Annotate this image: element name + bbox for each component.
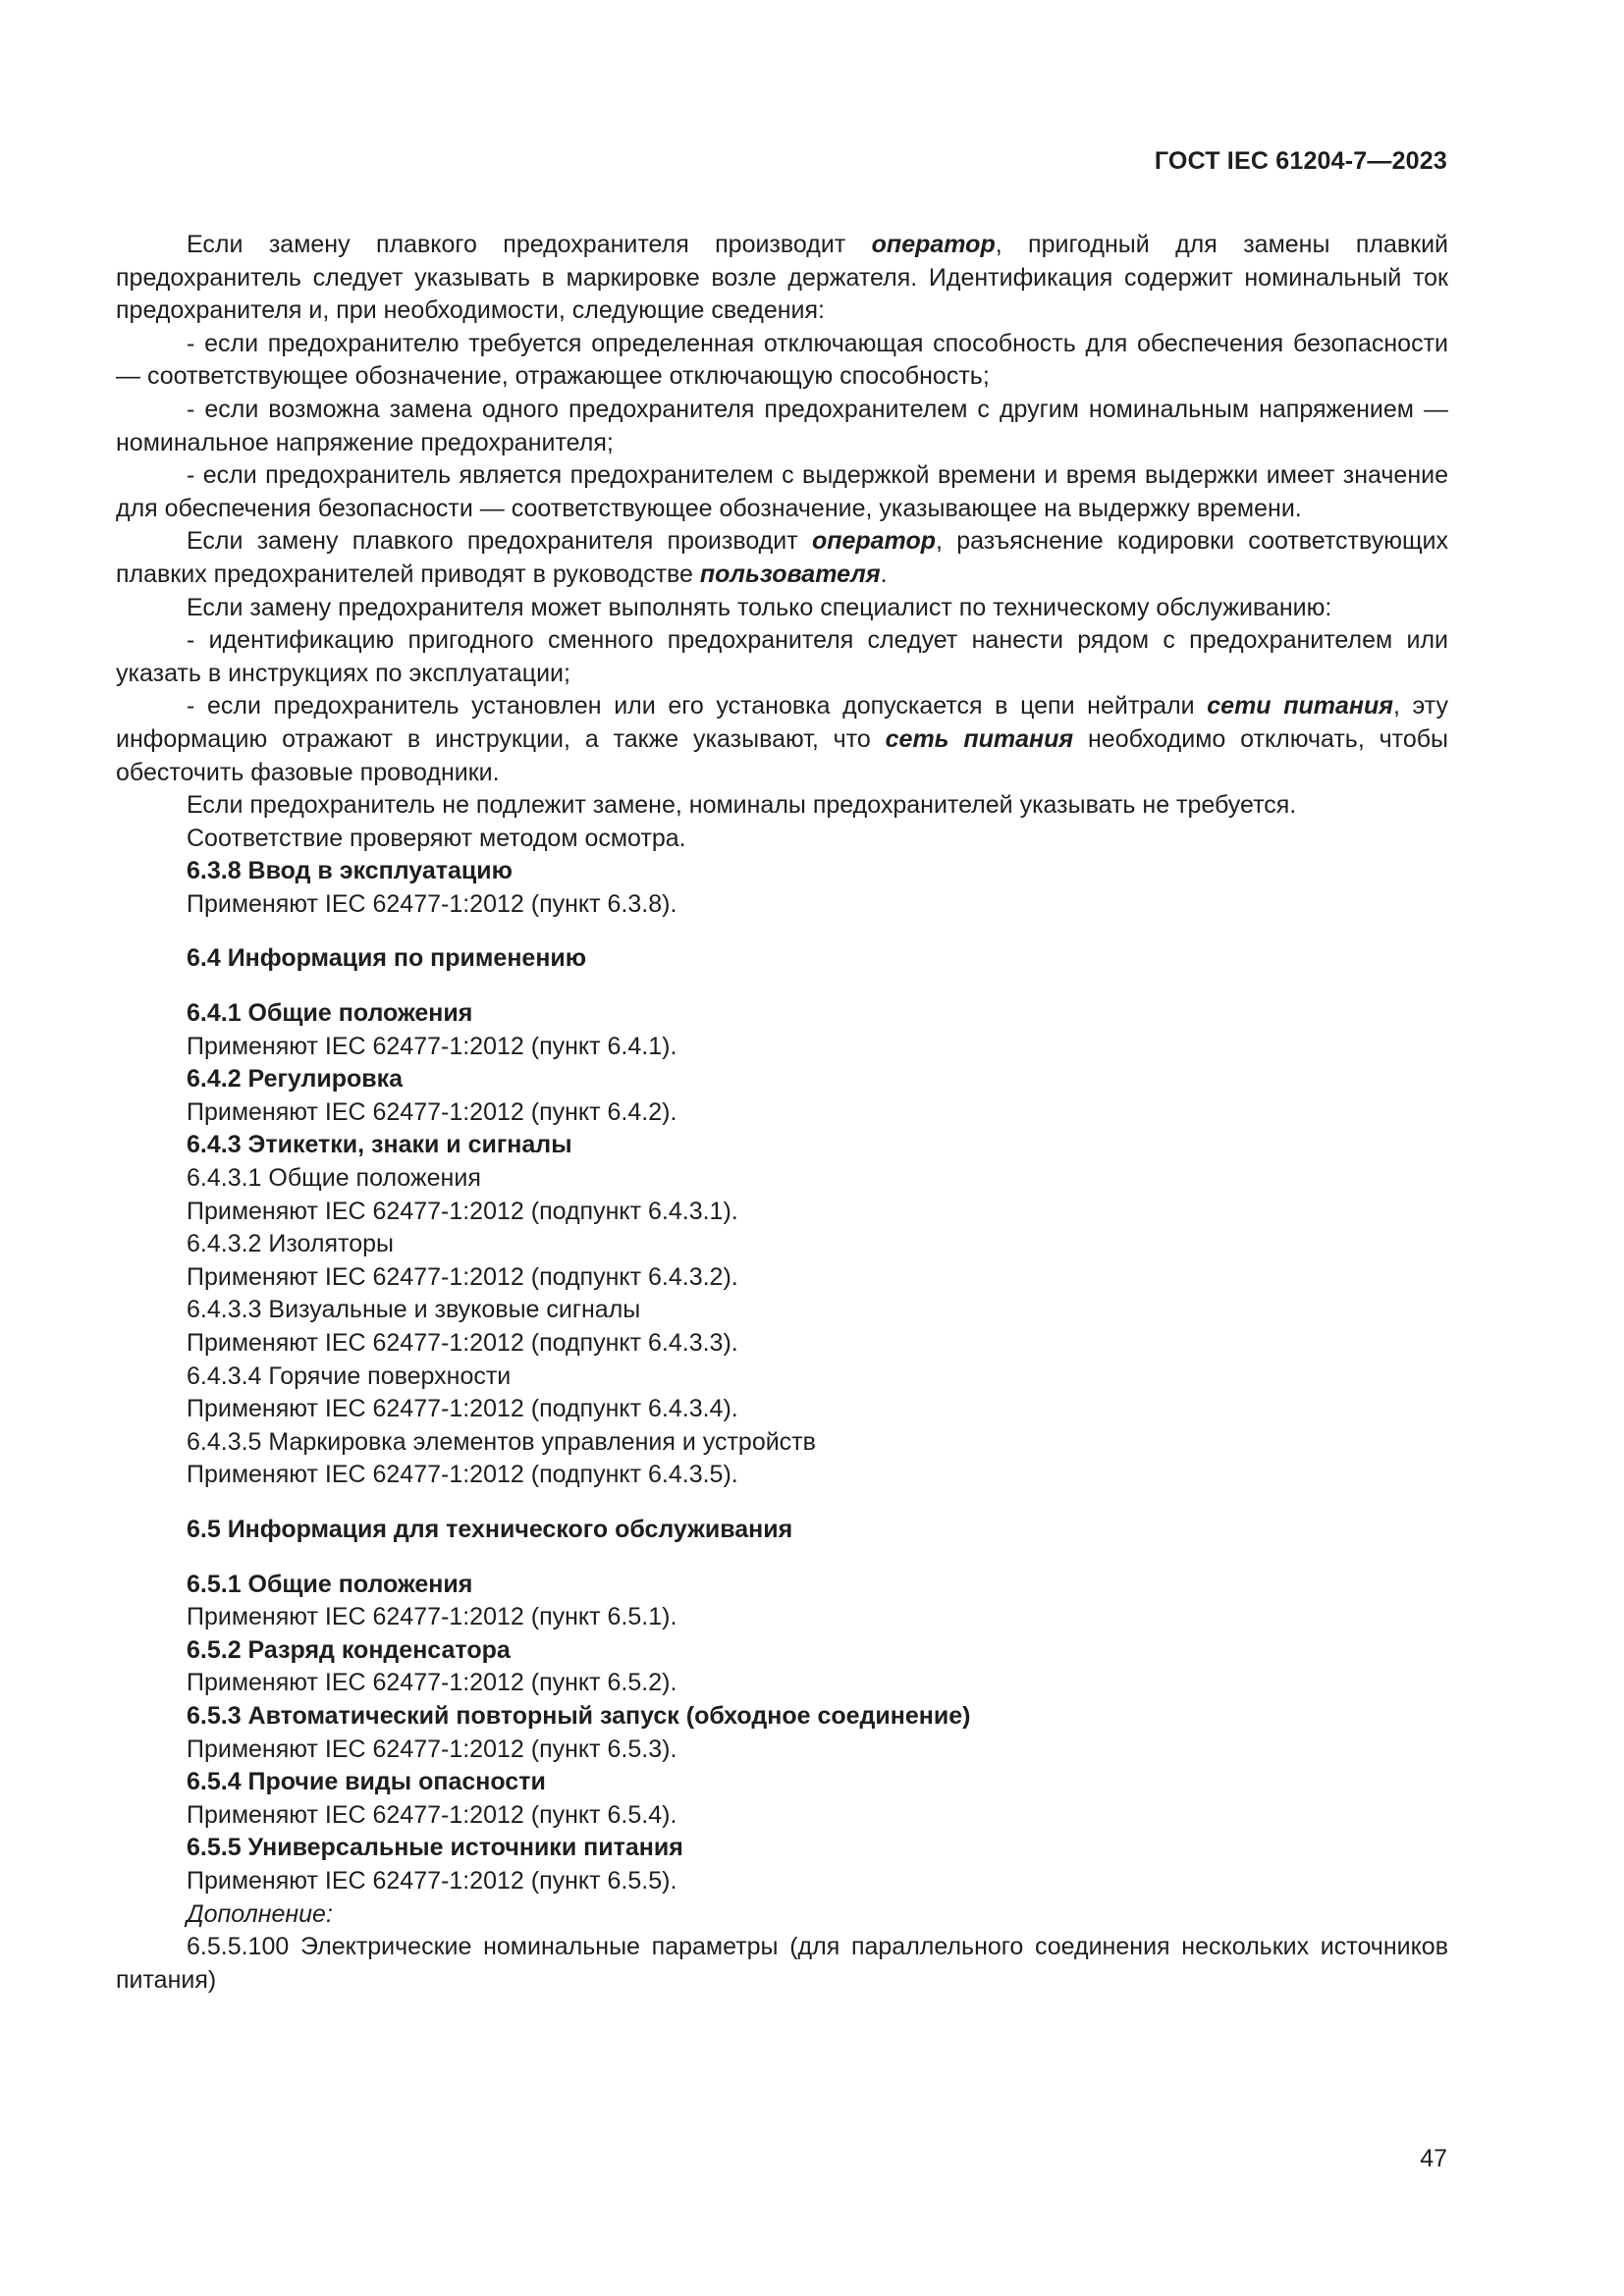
subsection-heading: 6.4.3.1 Общие положения: [187, 1164, 481, 1193]
section-heading: 6.3.8 Ввод в эксплуатацию: [187, 857, 513, 885]
document-header: ГОСТ IEC 61204-7—2023: [1154, 147, 1447, 175]
addition-label: Дополнение:: [187, 1899, 333, 1928]
section-heading: 6.4.2 Регулировка: [187, 1065, 404, 1094]
section-text: Применяют IEC 62477-1:2012 (подпункт 6.4.3.1).: [187, 1197, 738, 1225]
section-heading: 6.5.1 Общие положения: [187, 1570, 473, 1598]
text-run: , эту информацию отражают в инструкции, а также указывают, что: [116, 692, 1448, 753]
section-text: Применяют IEC 62477-1:2012 (пункт 6.5.5).: [187, 1866, 677, 1895]
section-text: Применяют IEC 62477-1:2012 (пункт 6.5.4).: [187, 1800, 677, 1829]
section-heading: 6.4 Информация по применению: [187, 944, 587, 973]
paragraph: Если замену предохранителя может выполнять только специалист по техническому обслуживанию:: [187, 593, 1332, 621]
defined-term: сети питания: [1207, 692, 1393, 721]
text-run: необходимо отключать, чтобы обесточить фазовые проводники.: [116, 724, 1449, 786]
section-text: Применяют IEC 62477-1:2012 (пункт 6.5.2).: [187, 1669, 677, 1697]
list-item: - идентификацию пригодного сменного предохранителя следует нанести рядом с предохранителем или указать в инструкциях по эксплуатации;: [116, 626, 1448, 687]
defined-term: сеть питания: [885, 724, 1074, 753]
section-text: Применяют IEC 62477-1:2012 (подпункт 6.4.3.5).: [187, 1461, 738, 1489]
section-text: Применяют IEC 62477-1:2012 (пункт 6.3.8).: [187, 889, 677, 918]
list-item: - если предохранитель является предохранителем с выдержкой времени и время выдержки имеет значение для обеспечения безопасности — соответствующее обозначение, указывающее на выдержку времени.: [116, 461, 1448, 522]
section-heading: 6.5.3 Автоматический повторный запуск (обходное соединение): [187, 1701, 971, 1730]
section-heading: 6.5.4 Прочие виды опасности: [187, 1768, 546, 1796]
list-item: [116, 690, 1448, 789]
defined-term: оператор: [811, 527, 936, 556]
section-text: Применяют IEC 62477-1:2012 (подпункт 6.4.3.3).: [187, 1329, 738, 1357]
text-run: , пригодный для замены плавкий предохранитель следует указывать в маркировке возле держателя. Идентификация содержит номинальный ток предохранителя и, при необходимости, следующие сведения:: [116, 231, 1448, 325]
subsection-heading: 6.4.3.3 Визуальные и звуковые сигналы: [187, 1296, 641, 1324]
section-heading: 6.5.2 Разряд конденсатора: [187, 1635, 511, 1664]
paragraph: [116, 525, 1448, 591]
section-text: Применяют IEC 62477-1:2012 (пункт 6.4.2).: [187, 1097, 677, 1126]
text-run: - если предохранитель установлен или его установка допускается в цепи нейтрали: [187, 692, 1208, 721]
section-text: Применяют IEC 62477-1:2012 (подпункт 6.4.3.4).: [187, 1395, 738, 1423]
text-run: Если замену плавкого предохранителя производит: [187, 231, 872, 258]
section-heading: 6.5.5 Универсальные источники питания: [187, 1834, 683, 1862]
subsection-heading: 6.4.3.5 Маркировка элементов управления и устройств: [187, 1427, 816, 1456]
subsection-heading: 6.5.5.100 Электрические номинальные параметры (для параллельного соединения нескольких источников питания): [116, 1933, 1448, 1994]
list-item: - если возможна замена одного предохранителя предохранителем с другим номинальным напряжением — номинальное напряжение предохранителя;: [116, 395, 1448, 456]
section-text: Применяют IEC 62477-1:2012 (подпункт 6.4.3.2).: [187, 1262, 738, 1291]
subsection-heading: 6.4.3.4 Горячие поверхности: [187, 1362, 512, 1390]
document-body: [116, 229, 1448, 1997]
defined-term: пользователя: [699, 560, 881, 588]
paragraph: [116, 229, 1448, 328]
list-item: - если предохранителю требуется определенная отключающая способность для обеспечения безопасности — соответствующее обозначение, отражающее отключающую способность;: [116, 329, 1448, 391]
paragraph: Соответствие проверяют методом осмотра.: [187, 824, 686, 852]
section-text: Применяют IEC 62477-1:2012 (пункт 6.5.3).: [187, 1735, 677, 1763]
subsection-heading: 6.4.3.2 Изоляторы: [187, 1230, 394, 1258]
section-heading: 6.4.3 Этикетки, знаки и сигналы: [187, 1131, 572, 1159]
paragraph: Если предохранитель не подлежит замене, номиналы предохранителей указывать не требуется.: [187, 791, 1297, 820]
section-heading: 6.5 Информация для технического обслуживания: [187, 1515, 793, 1543]
defined-term: оператор: [871, 231, 996, 258]
section-heading: 6.4.1 Общие положения: [187, 999, 473, 1028]
text-run: Если замену плавкого предохранителя производит: [187, 527, 812, 556]
text-run: .: [880, 560, 888, 588]
section-text: Применяют IEC 62477-1:2012 (пункт 6.5.1).: [187, 1603, 677, 1631]
text-run: , разъяснение кодировки соответствующих плавких предохранителей приводят в руководстве: [116, 527, 1448, 588]
page-number: 47: [1420, 2145, 1447, 2172]
section-text: Применяют IEC 62477-1:2012 (пункт 6.4.1).: [187, 1032, 677, 1060]
